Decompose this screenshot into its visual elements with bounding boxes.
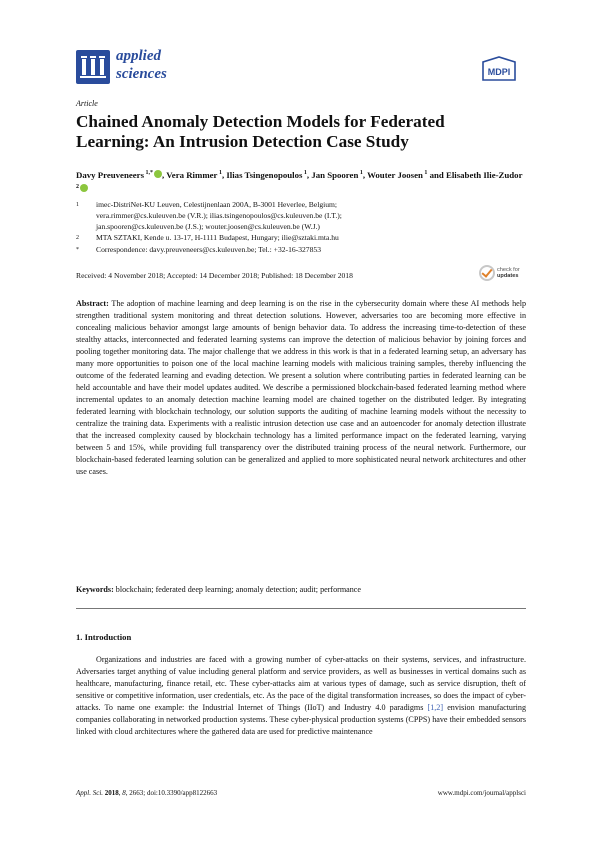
divider bbox=[76, 608, 526, 609]
author-name: Jan Spooren bbox=[311, 170, 359, 180]
author-name: Davy Preuveneers bbox=[76, 170, 144, 180]
affiliation-marker: 1 bbox=[76, 202, 79, 208]
affiliation-line: MTA SZTAKI, Kende u. 13-17, H-1111 Budapest, Hungary; ilie@sztaki.mta.hu bbox=[96, 233, 339, 242]
footer-url[interactable]: www.mdpi.com/journal/applsci bbox=[437, 789, 526, 797]
check-for-updates-badge[interactable] bbox=[479, 262, 527, 284]
intro-text-before: Organizations and industries are faced with a growing number of cyber-attacks on their systems, services, and infrastructure. Adversaries target anything of value including general platform and service providers, as well as businesses in vertical domains such as healthcare, manufacturing, finance retail, etc. These cyber-attacks aim at various types of damage, such as service disruption, theft of sensitive or competitive information, user credentials, etc. As the pace of the digital transformation increases, so does the impact of cyber-attacks. To name one example: the Industrial Internet of Things (IIoT) and Industry 4.0 paradigms bbox=[76, 655, 526, 712]
affiliation-marker: 2 bbox=[76, 235, 79, 241]
publication-dates: Received: 4 November 2018; Accepted: 14 December 2018; Published: 18 December 2018 bbox=[76, 271, 353, 280]
author-list: Davy Preuveneers $^{1,*}$ , Vera Rimmer $^1$, Ilias Tsingenopoulos $^1$, Jan Spooren $^1$, Wouter Joosen $^1$ and Elisabeth Ilie-Zudor $^2$ bbox=[76, 168, 526, 196]
affiliation-line: Correspondence: davy.preuveneers@cs.kuleuven.be; Tel.: +32-16-327853 bbox=[96, 245, 321, 254]
intro-text-after: envision manufacturing companies collaborating in networked production systems. These cyber-physical production systems (CPPS) have their embedded sensors linked with cloud architectures where the gathered data are used for predictive maintenance bbox=[76, 703, 526, 736]
journal-name-line2: sciences bbox=[116, 66, 167, 82]
keywords bbox=[76, 584, 526, 596]
check-icon bbox=[479, 265, 495, 281]
author-affiliation-marker: 1 bbox=[422, 170, 428, 177]
intro-paragraph bbox=[76, 654, 526, 738]
article-type: Article bbox=[76, 99, 98, 108]
keywords-text: blockchain; federated deep learning; anomaly detection; audit; performance bbox=[115, 585, 361, 594]
affiliation-line: imec-DistriNet-KU Leuven, Celestijnenlaan 200A, B-3001 Heverlee, Belgium; bbox=[96, 200, 338, 209]
journal-name bbox=[116, 47, 167, 83]
footer-doi: , 2663; doi:10.3390/app8122663 bbox=[125, 789, 218, 797]
citation-link[interactable]: [1,2] bbox=[427, 703, 444, 712]
affiliation-line: jan.spooren@cs.kuleuven.be (J.S.); wouter.joosen@cs.kuleuven.be (W.J.) bbox=[96, 222, 320, 231]
publisher-logo-icon bbox=[479, 56, 519, 82]
journal-logo-icon bbox=[76, 50, 110, 84]
affiliation-item bbox=[76, 199, 516, 232]
author-name: Elisabeth Ilie-Zudor bbox=[445, 170, 523, 180]
affiliation-text bbox=[96, 244, 516, 256]
footer-citation: Appl. Sci. 2018, 8, 2663; doi:10.3390/app8122663 bbox=[76, 789, 218, 797]
abstract-text: The adoption of machine learning and deep learning is on the rise in the cybersecurity domain where these AI methods help strengthen traditional system monitoring and threat detection solutions. However, adversaries too are becoming more effective in concealing malicious behavior amongst large amounts of benign behavior data. To address the increasing time-to-detection of these stealthy attacks, interconnected and federated learning systems can improve the detection of malicious behavior by joining forces and pooling together monitoring data. The major challenge that we address in this work is that in a federated learning setup, an adversary has many more opportunities to poison one of the local machine learning models with malicious training samples, thereby influencing the outcome of the federated learning and evading detection. We present a solution where contributing parties in federated learning can be held accountable and have their model updates audited. We describe a permissioned blockchain-based federated learning method where incremental updates to an anomaly detection machine learning model are chained together on the distributed ledger. By integrating federated learning with blockchain technology, our solution supports the auditing of machine learning models without the necessity to centralize the training data. Experiments with a realistic intrusion detection use case and an autoencoder for anomaly detection illustrate that the increased complexity caused by blockchain technology has a limited performance impact on the federated learning, varying between 5 and 15%, while providing full transparency over the distributed training process of the neural network. Furthermore, our blockchain-based federated learning solution can be generalized and applied to more sophisticated neural network architectures and other use cases. bbox=[76, 299, 526, 476]
author-affiliation-marker: 1 bbox=[217, 170, 222, 177]
affiliation-line: vera.rimmer@cs.kuleuven.be (V.R.); ilias.tsingenopoulos@cs.kuleuven.be (I.T.); bbox=[96, 211, 342, 220]
author-name: Wouter Joosen bbox=[367, 170, 423, 180]
orcid-icon[interactable] bbox=[80, 184, 88, 192]
check-text-line1: check for bbox=[497, 266, 520, 273]
abstract bbox=[76, 298, 526, 478]
author-affiliation-marker: 2 bbox=[76, 184, 79, 191]
check-for-updates-label bbox=[497, 267, 520, 280]
section-heading: 1. Introduction bbox=[76, 632, 132, 642]
author-name: Ilias Tsingenopoulos bbox=[226, 170, 303, 180]
affiliation-text bbox=[96, 232, 516, 244]
author-affiliation-marker: 1 bbox=[358, 170, 363, 177]
publisher-name: MDPI bbox=[487, 67, 511, 77]
paper-title: Chained Anomaly Detection Models for Federated Learning: An Intrusion Detection Case Study bbox=[76, 112, 445, 151]
author-affiliation-marker: 1 bbox=[302, 170, 307, 177]
footer-volume: 8 bbox=[122, 789, 126, 797]
footer-year: 2018 bbox=[104, 789, 119, 797]
affiliation-marker: * bbox=[76, 247, 79, 253]
affiliation-text bbox=[96, 199, 516, 232]
author-name: Vera Rimmer bbox=[166, 170, 218, 180]
journal-name-line1: applied bbox=[116, 48, 161, 64]
check-text-line2: updates bbox=[497, 273, 519, 279]
affiliation-item bbox=[76, 232, 516, 244]
abstract-label: Abstract: bbox=[76, 299, 109, 308]
orcid-icon[interactable] bbox=[154, 170, 162, 178]
footer-journal-abbrev: Appl. Sci. bbox=[76, 789, 104, 797]
affiliation-item bbox=[76, 244, 516, 256]
keywords-label: Keywords: bbox=[76, 585, 114, 594]
affiliations bbox=[76, 199, 516, 256]
author-affiliation-marker: 1,* bbox=[144, 170, 153, 177]
